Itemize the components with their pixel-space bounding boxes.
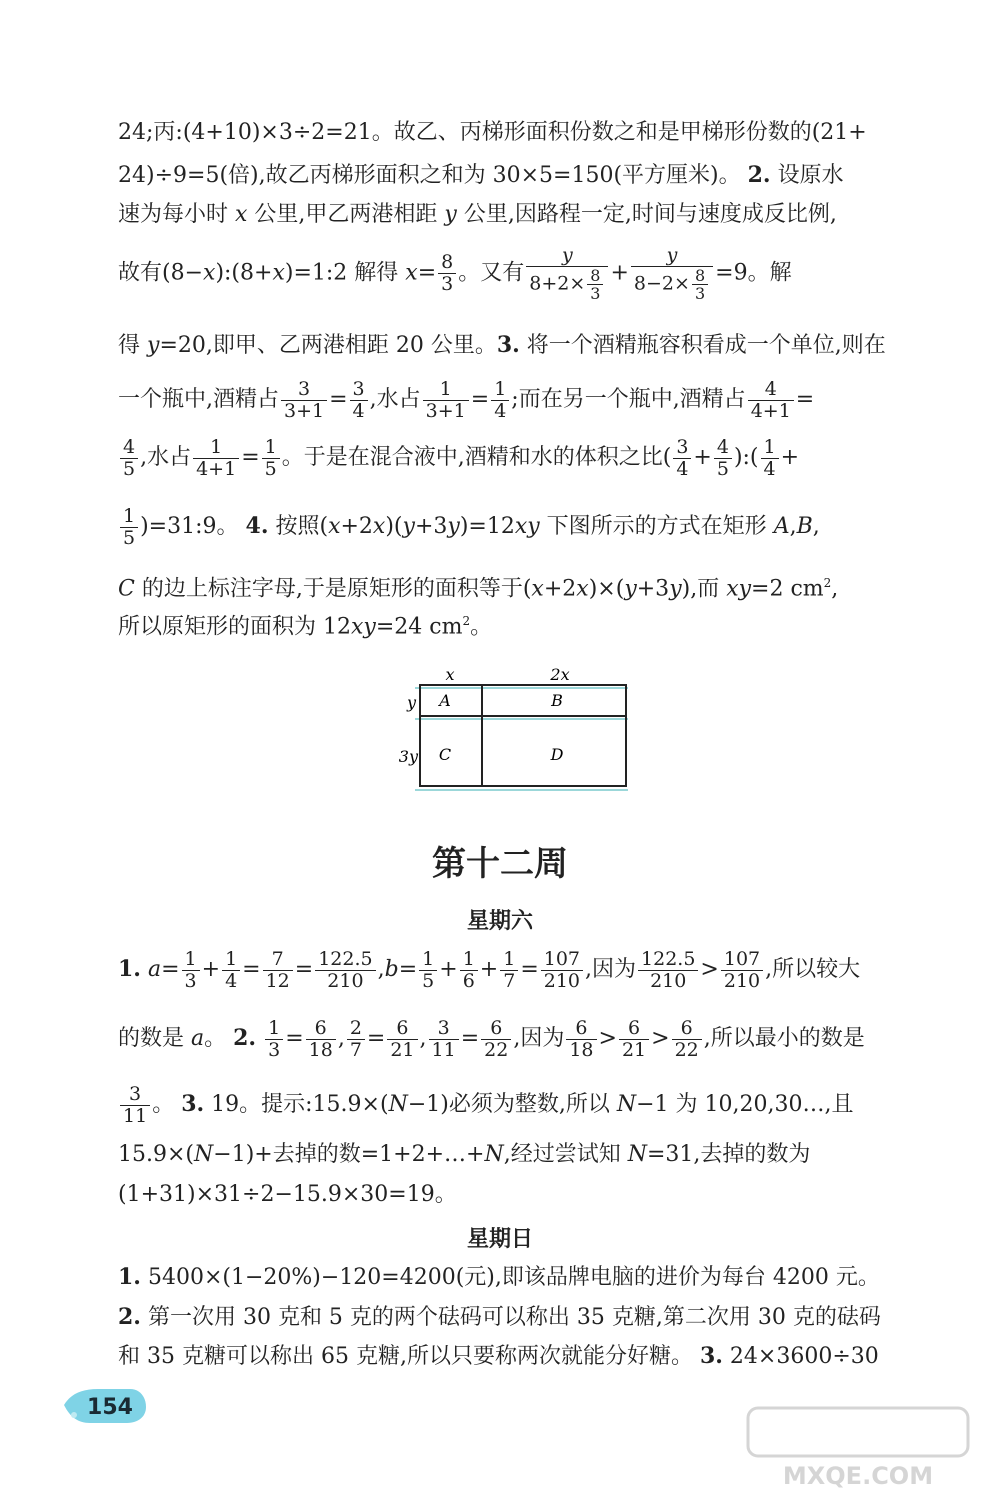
watermark-logo [738,1402,978,1494]
text-line: 所以原矩形的面积为 12xy=24 $cm^2$。 [118,614,493,640]
page-number-badge [60,1385,150,1427]
text-line: 24)÷9=5(倍),故乙丙梯形面积之和为 30×5=150(平方厘米)。 2. 设原水 [118,162,844,188]
sunday-heading: 星期日 [466,1227,533,1252]
text-line: 24;丙:(4+10)×3÷2=21。故乙、丙梯形面积份数之和是甲梯形份数的(21+ [118,120,867,145]
saturday-heading: 星期六 [466,909,533,934]
cell-b: B [551,691,563,710]
watermark-text: MXQE.COM [782,1462,934,1490]
cell-d: D [550,745,564,764]
cell-a: A [439,691,451,710]
top-label-2x: 2x [550,666,570,684]
text-line: 15.9×(N−1)+去掉的数=1+2+…+N,经过尝试知 N=31,去掉的数为 [118,1142,811,1167]
text-line: 1. 5400×(1−20%)−120=4200(元),即该品牌电脑的进价为每台 4200 元。 [118,1264,880,1290]
text-line: 速为每小时 x 公里,甲乙两港相距 y 公里,因路程一定,时间与速度成反比例, [118,202,837,227]
side-label-3y: 3y [398,747,418,766]
text-line: 的数是 a。 2. $\frac{1}{3}$ = $\frac{6}{18}$ , $\frac{2}{7}$ = $\frac{6}{21}$ , $\frac{3}{11}$ = $\frac{6}{22}$ ,因为 $\frac{6}{18}$ > $\frac{6}{21}$ > $\frac{6}{22}$ ,所以最小的数是 [118,1016,865,1061]
text-line: 一个瓶中,酒精占 $\frac{3}{3+1}$ = $\frac{3}{4}$ ,水占 $\frac{1}{3+1}$ = $\frac{1}{4}$ ;而在另一个瓶中,酒精占 $\frac{4}{4+1}$ = [118,377,815,422]
rectangle-diagram [395,666,635,798]
text-line: $\frac{1}{5}$ )=31:9。 4. 按照(x+2x)(y+3y)=12xy 下图所示的方式在矩形 A,B, [118,504,918,549]
text-line: 2. 第一次用 30 克和 5 克的两个砝码可以称出 35 克糖,第二次用 30 克的砝码 [118,1304,881,1330]
cell-c: C [438,745,452,764]
page-number: 154 [87,1395,133,1420]
text-line: $\frac{4}{5}$ ,水占 $\frac{1}{4+1}$ = $\frac{1}{5}$ 。于是在混合液中,酒精和水的体积之比( $\frac{3}{4}$ + $\frac{4}{5}$ ):( $\frac{1}{4}$ + [118,436,918,480]
text-line: 和 35 克糖可以称出 65 克糖,所以只要称两次就能分好糖。 3. 24×3600÷30 [118,1343,879,1369]
text-line: 故有(8−x):(8+x)=1:2 解得 x= $\frac{8}{3}$ 。又有 y 8+2× $\frac{8}{3}$ + y 8−2× $\frac{8}{3}$ =9。解 [118,244,792,303]
section-title: 第十二周 [432,844,568,884]
text-line: C 的边上标注字母,于是原矩形的面积等于(x+2x)×(y+3y),而 xy=2 $cm^2$, [118,576,839,602]
side-label-y: y [406,693,416,712]
text-line: $\frac{3}{11}$ 。 3. 19。提示:15.9×(N−1)必须为整数,所以 N−1 为 10,20,30…,且 [118,1080,918,1129]
text-line: 1. a= $\frac{1}{3}$ + $\frac{1}{4}$ = $\frac{7}{12}$ = $\frac{122.5}{210}$ ,b= $\frac{1}{5}$ + $\frac{1}{6}$ + $\frac{1}{7}$ = $\frac{107}{210}$ ,因为 $\frac{122.5}{210}$ > $\frac{107}{210}$ ,所以较大 [118,947,861,992]
text-line: (1+31)×31÷2−15.9×30=19。 [118,1182,457,1207]
top-label-x: x [445,666,455,684]
text-line: 得 y=20,即甲、乙两港相距 20 公里。3. 将一个酒精瓶容积看成一个单位,则在 [118,332,886,358]
